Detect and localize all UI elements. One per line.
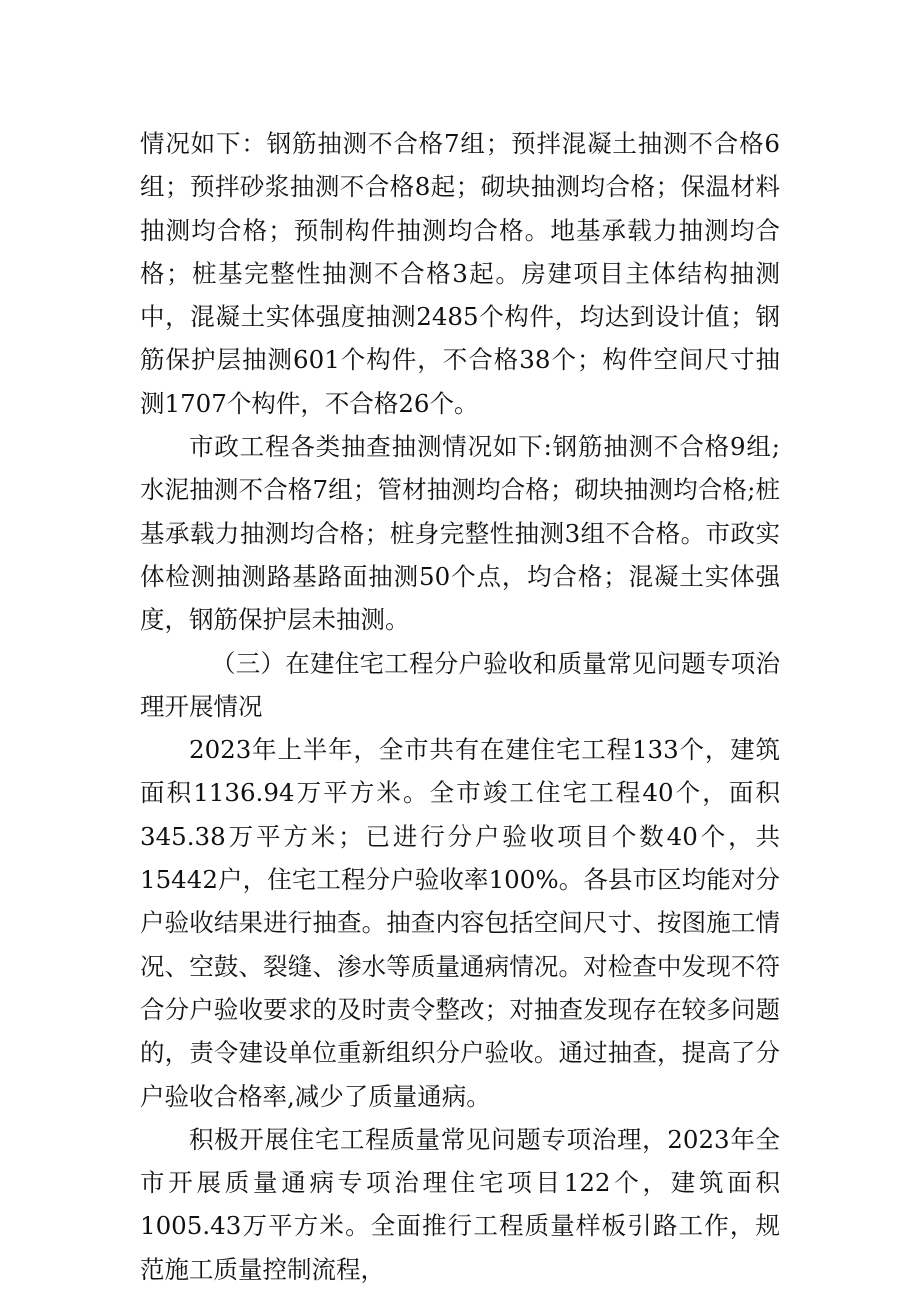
paragraph-household-acceptance: 2023年上半年，全市共有在建住宅工程133个，建筑面积1136.94万平方米。全市竣工住宅工程40个，面积345.38万平方米；已进行分户验收项目个数40个，共15442户，住宅工程分户验收率100%。各县市区均能对分户验收结果进行抽查。抽查内容包括空间尺寸、按图施工情况、空鼓、裂缝、渗水等质量通病情况。对检查中发现不符合分户验收要求的及时责令整改；对抽查发现存在较多问题的，责令建设单位重新组织分户验收。通过抽查，提高了分户验收合格率,减少了质量通病。 — [140, 735, 780, 1111]
section-heading-3: （三）在建住宅工程分户验收和质量常见问题专项治理开展情况 — [140, 648, 780, 721]
paragraph-quality-sampling-results: 情况如下：钢筋抽测不合格7组；预拌混凝土抽测不合格6组；预拌砂浆抽测不合格8起；砌块抽测均合格；保温材料抽测均合格；预制构件抽测均合格。地基承载力抽测均合格；桩基完整性抽测不合格3起。房建项目主体结构抽测中，混凝土实体强度抽测2485个构件，均达到设计值；钢筋保护层抽测601个构件，不合格38个；构件空间尺寸抽测1707个构件，不合格26个。 — [140, 129, 780, 418]
document-body — [140, 122, 780, 1291]
paragraph-common-issues-treatment: 积极开展住宅工程质量常见问题专项治理，2023年全市开展质量通病专项治理住宅项目122个，建筑面积1005.43万平方米。全面推行工程质量样板引路工作，规范施工质量控制流程， — [140, 1124, 780, 1284]
paragraph-municipal-sampling-results: 市政工程各类抽查抽测情况如下:钢筋抽测不合格9组;水泥抽测不合格7组；管材抽测均合格；砌块抽测均合格;桩基承载力抽测均合格；桩身完整性抽测3组不合格。市政实体检测抽测路基路面抽测50个点，均合格；混凝土实体强度，钢筋保护层未抽测。 — [140, 432, 780, 635]
